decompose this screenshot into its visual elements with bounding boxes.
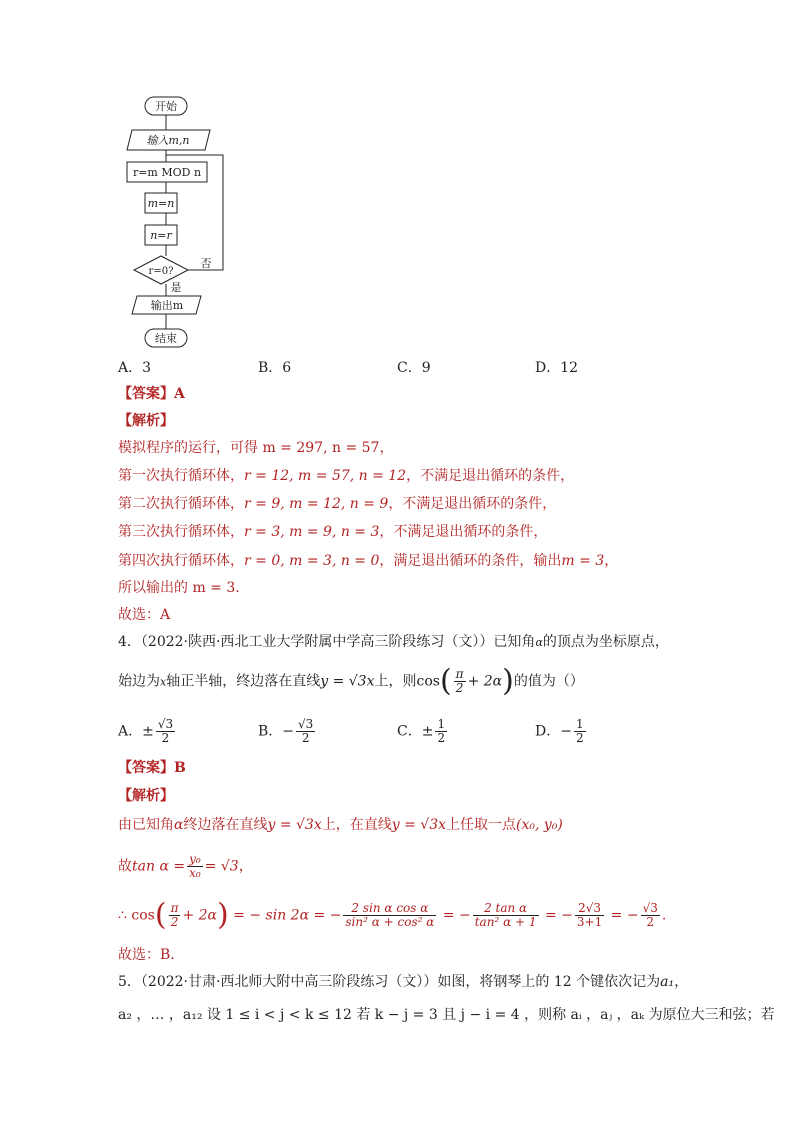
q3-line-6: 所以输出的 m = 3. — [118, 580, 240, 596]
q3-analysis-title: 【解析】 — [118, 413, 174, 429]
q3-line-4: 第三次执行循环体，r = 3, m = 9, n = 3，不满足退出循环的条件， — [118, 524, 548, 540]
q3-line-2: 第一次执行循环体，r = 12, m = 57, n = 12，不满足退出循环的条件， — [118, 468, 575, 484]
q4-option-c: C．± $\frac{1}{2}$ — [397, 717, 446, 745]
q4-analysis-line-2: 故tan α = $\frac{\text{y₀}}{\text{x₀}}$ = √3， — [118, 852, 253, 880]
flow-yes-label: 是 — [170, 281, 182, 294]
q4-answer: 【答案】B — [118, 760, 186, 776]
q3-line-3: 第二次执行循环体，r = 9, m = 12, n = 9，不满足退出循环的条件， — [118, 496, 557, 512]
q4-option-a: A．± $\frac{√3}{2}$ — [118, 717, 174, 745]
q4-analysis-line-3: ∴ cos( $\frac{\pi}{2}$ + 2α) = − sin 2α = − $\frac{\text{2 sin α cos α}}{\text{sin² α + cos² α}}$ = − $\frac{\text{2 tan α}}{\text{tan² α + 1}}$ = − $\frac{2√3}{3+1}$ = − $\frac{√3}{2}$ . — [118, 897, 667, 933]
flow-step1-text: r=m MOD n — [132, 166, 202, 179]
q3-option-d: D．12 — [535, 360, 579, 376]
q4-option-d: D．− $\frac{1}{2}$ — [535, 717, 584, 745]
q5-stem-line-2: a₂ ，… ，a₁₂ 设 1 ≤ i < j < k ≤ 12 若 k − j = 3 且 j − i = 4 ，则称 aᵢ ，aⱼ ，aₖ 为原位大三和弦；若 — [118, 1007, 775, 1023]
flow-decision-text: r=0? — [148, 266, 174, 277]
q4-conclusion: 故选：B. — [118, 947, 175, 963]
flow-no-label: 否 — [200, 257, 212, 270]
q3-conclusion: 故选：A — [118, 607, 171, 623]
flowchart — [110, 92, 260, 352]
q3-line-1: 模拟程序的运行，可得 m = 297, n = 57， — [118, 440, 394, 456]
q4-stem-line-1: 4．（2022·陕西·西北工业大学附属中学高三阶段练习（文））已知角α的顶点为坐标原点， — [118, 634, 669, 650]
flow-step3-text: n=r — [150, 229, 172, 242]
q3-answer: 【答案】A — [118, 386, 185, 402]
flow-output-text: 输出m — [150, 299, 184, 312]
q4-analysis-line-1: 由已知角α终边落在直线y = √3x上，在直线y = √3x上任取一点(x₀, y₀) — [118, 817, 563, 833]
q5-stem-line-1: 5．（2022·甘肃·西北师大附中高三阶段练习（文））如图，将钢琴上的 12 个键依次记为a₁， — [118, 974, 689, 990]
q3-option-a: A．3 — [118, 360, 152, 376]
flow-start-text: 开始 — [155, 100, 177, 113]
q4-option-b: B．− $\frac{√3}{2}$ — [258, 717, 314, 745]
q4-analysis-title: 【解析】 — [118, 788, 174, 804]
flow-input-text: 输入m,n — [146, 134, 190, 147]
q3-option-c: C．9 — [397, 360, 431, 376]
flow-end-text: 结束 — [155, 332, 177, 345]
flow-step2-text: m=n — [147, 197, 175, 210]
q4-stem-line-2: 始边为x轴正半轴，终边落在直线y = √3x上，则cos( $\frac{\pi}{2}$ + 2α)的值为（） — [118, 663, 584, 699]
q3-option-b: B．6 — [258, 360, 292, 376]
q3-line-5: 第四次执行循环体，r = 0, m = 3, n = 0，满足退出循环的条件，输出m = 3， — [118, 553, 619, 569]
